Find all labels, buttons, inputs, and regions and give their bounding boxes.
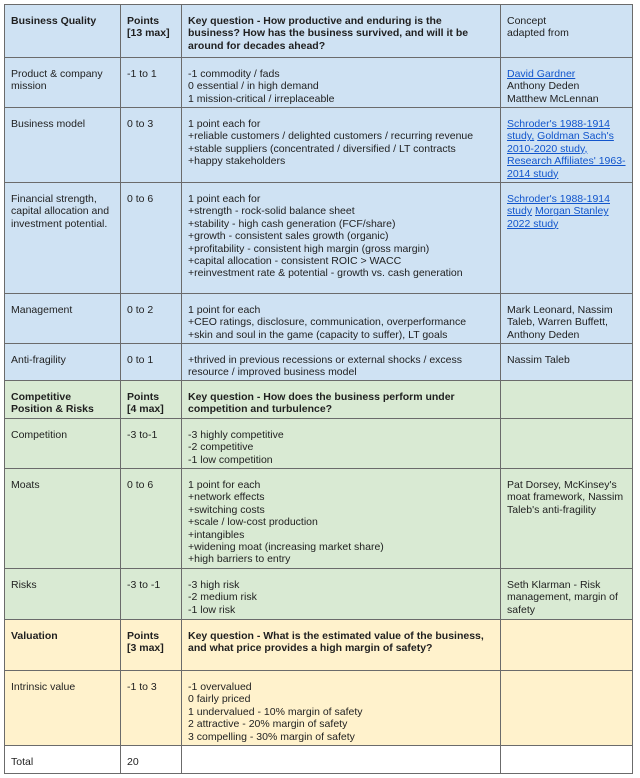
criterion-row: [5, 569, 633, 620]
criterion-name-text: Anti-fragility: [11, 354, 66, 366]
criterion-points: [121, 58, 182, 108]
description-line: 1 point each for: [188, 193, 261, 205]
criterion-name: [5, 344, 121, 381]
description-line: -1 low risk: [188, 603, 236, 616]
description-line: 0 essential / in high demand: [188, 80, 319, 93]
criterion-sources: [501, 419, 633, 469]
section-concept-header: [501, 620, 633, 671]
description-line: +widening moat (increasing market share): [188, 541, 384, 554]
section-key-question-text: Key question - How does the business perform under competition and turbulence?: [188, 391, 455, 416]
description-line: +reinvestment rate & potential - growth vs. cash generation: [188, 267, 463, 280]
section-key-question-text: Key question - What is the estimated value of the business, and what price provides a high margin of safety?: [188, 630, 484, 655]
criterion-row: [5, 58, 633, 108]
criterion-sources: [501, 108, 633, 183]
criterion-points-text: 0 to 3: [127, 118, 154, 130]
business-quality-header-row: [5, 5, 633, 58]
criterion-description: [182, 294, 501, 344]
criterion-points: [121, 344, 182, 381]
criterion-name: [5, 671, 121, 746]
criterion-points: [121, 294, 182, 344]
criterion-name: [5, 419, 121, 469]
scoring-table: [4, 4, 633, 774]
criterion-row: [5, 183, 633, 294]
description-line: +CEO ratings, disclosure, communication, overperformance: [188, 316, 467, 329]
criterion-name-text: Moats: [11, 479, 40, 491]
description-line: +capital allocation - consistent ROIC > WACC: [188, 255, 402, 268]
criterion-sources: [501, 569, 633, 620]
description-line: 1 undervalued - 10% margin of safety: [188, 705, 363, 718]
criterion-points-text: -3 to-1: [127, 429, 158, 441]
criterion-points: [121, 569, 182, 620]
criterion-name-text: Intrinsic value: [11, 681, 76, 693]
criterion-sources: [501, 294, 633, 344]
criterion-points-text: -3 to -1: [127, 579, 161, 591]
criterion-row: [5, 419, 633, 469]
total-label: [5, 746, 121, 774]
total-points: [121, 746, 182, 774]
criterion-name-text: Business model: [11, 118, 86, 130]
criterion-points: [121, 671, 182, 746]
source-text: Nassim Taleb: [507, 354, 570, 366]
criterion-row: [5, 344, 633, 381]
description-line: +stable suppliers (concentrated / diversified / LT contracts: [188, 142, 456, 155]
criterion-name-text: Product & company mission: [11, 68, 103, 93]
section-name-text: Valuation: [11, 630, 58, 642]
total-label-text: Total: [11, 756, 34, 768]
description-line: -2 medium risk: [188, 591, 257, 604]
criterion-name-text: Financial strength, capital allocation and investment potential.: [11, 193, 110, 230]
section-points-max: [121, 620, 182, 671]
description-line: 1 point for each: [188, 304, 261, 316]
description-line: +growth - consistent sales growth (organic): [188, 230, 389, 243]
description-line: +profitability - consistent high margin (gross margin): [188, 242, 430, 255]
description-line: -1 low competition: [188, 453, 273, 466]
description-line: +reliable customers / delighted customers / recurring revenue: [188, 130, 474, 143]
description-line: -3 high risk: [188, 579, 240, 591]
criterion-description: [182, 58, 501, 108]
criterion-name: [5, 183, 121, 294]
description-line: 1 mission-critical / irreplaceable: [188, 92, 335, 105]
description-line: +stability - high cash generation (FCF/share): [188, 217, 396, 230]
description-line: +skin and soul in the game (capacity to suffer), LT goals: [188, 328, 448, 341]
description-line: 2 attractive - 20% margin of safety: [188, 718, 348, 731]
section-name: [5, 620, 121, 671]
criterion-description: [182, 108, 501, 183]
criterion-sources: [501, 671, 633, 746]
total-empty-description: [182, 746, 501, 774]
criterion-name: [5, 108, 121, 183]
source-text: Matthew McLennan: [507, 92, 599, 105]
description-line: +strength - rock-solid balance sheet: [188, 205, 355, 218]
criterion-name: [5, 469, 121, 569]
criterion-points-text: 0 to 6: [127, 193, 154, 205]
description-line: +scale / low-cost production: [188, 516, 318, 529]
section-points-max-text: Points [4 max]: [127, 391, 164, 416]
criterion-description: [182, 344, 501, 381]
description-line: +switching costs: [188, 503, 265, 516]
total-row: [5, 746, 633, 774]
section-name: [5, 381, 121, 419]
criterion-description: [182, 183, 501, 294]
source-text: Pat Dorsey, McKinsey's moat framework, Nassim Taleb's anti-fragility: [507, 479, 624, 516]
source-text: Seth Klarman - Risk management, margin of safety: [507, 579, 618, 616]
criterion-name: [5, 294, 121, 344]
criterion-sources: [501, 469, 633, 569]
competitive-header-row: [5, 381, 633, 419]
criterion-points-text: -1 to 1: [127, 68, 157, 80]
description-line: 1 point each for: [188, 118, 261, 130]
criterion-points-text: -1 to 3: [127, 681, 157, 693]
description-line: -2 competitive: [188, 441, 254, 454]
criterion-description: [182, 569, 501, 620]
criterion-row: [5, 108, 633, 183]
description-line: 1 point for each: [188, 479, 261, 491]
section-points-max: Points [13 max]: [121, 5, 182, 58]
source-text: Mark Leonard, Nassim Taleb, Warren Buffett, Anthony Deden: [507, 304, 613, 341]
criterion-points: [121, 183, 182, 294]
criterion-sources: [501, 58, 633, 108]
source-link[interactable]: Research Affiliates' 1963-2014 study: [507, 155, 626, 180]
source-link[interactable]: Goldman Sach's 2010-2020 study,: [507, 130, 614, 155]
concept-column-header: Concept adapted from: [501, 5, 633, 58]
section-points-max: [121, 381, 182, 419]
criterion-sources: [501, 183, 633, 294]
description-line: +intangibles: [188, 528, 245, 541]
total-empty-concept: [501, 746, 633, 774]
valuation-header-row: [5, 620, 633, 671]
criterion-name: [5, 58, 121, 108]
description-line: -1 commodity / fads: [188, 68, 280, 80]
description-line: 3 compelling - 30% margin of safety: [188, 730, 355, 743]
criterion-description: [182, 671, 501, 746]
description-line: +network effects: [188, 491, 265, 504]
criterion-name-text: Management: [11, 304, 73, 316]
source-text: Anthony Deden: [507, 80, 580, 93]
description-line: +thrived in previous recessions or external shocks / excess resource / improved business model: [188, 354, 462, 379]
section-points-max-text: Points [3 max]: [127, 630, 164, 655]
criterion-row: [5, 671, 633, 746]
description-line: -1 overvalued: [188, 681, 252, 693]
criterion-points-text: 0 to 2: [127, 304, 154, 316]
description-line: -3 highly competitive: [188, 429, 284, 441]
source-link[interactable]: Morgan Stanley 2022 study: [507, 205, 609, 230]
criterion-sources: [501, 344, 633, 381]
section-key-question: [182, 620, 501, 671]
criterion-row: [5, 294, 633, 344]
section-key-question: Key question - How productive and enduring is the business? How has the business survived, and will it be around for decades ahead?: [182, 5, 501, 58]
source-link[interactable]: David Gardner: [507, 68, 576, 80]
section-name-text: Competitive Position & Risks: [11, 391, 94, 416]
criterion-name-text: Competition: [11, 429, 68, 441]
criterion-points-text: 0 to 6: [127, 479, 154, 491]
criterion-description: [182, 419, 501, 469]
description-line: +high barriers to entry: [188, 553, 291, 566]
section-key-question: [182, 381, 501, 419]
section-concept-header: [501, 381, 633, 419]
source-link[interactable]: Schroder's 1988-1914 study: [507, 193, 610, 218]
criterion-description: [182, 469, 501, 569]
description-line: 0 fairly priced: [188, 693, 251, 706]
criterion-name-text: Risks: [11, 579, 37, 591]
criterion-points: [121, 469, 182, 569]
criterion-row: [5, 469, 633, 569]
description-line: +happy stakeholders: [188, 155, 286, 168]
criterion-name: [5, 569, 121, 620]
scoring-table-body: [5, 5, 633, 774]
criterion-points-text: 0 to 1: [127, 354, 154, 366]
total-points-text: 20: [127, 756, 139, 768]
criterion-points: [121, 419, 182, 469]
criterion-points: [121, 108, 182, 183]
section-name: Business Quality: [5, 5, 121, 58]
source-link[interactable]: Schroder's 1988-1914 study,: [507, 118, 610, 143]
